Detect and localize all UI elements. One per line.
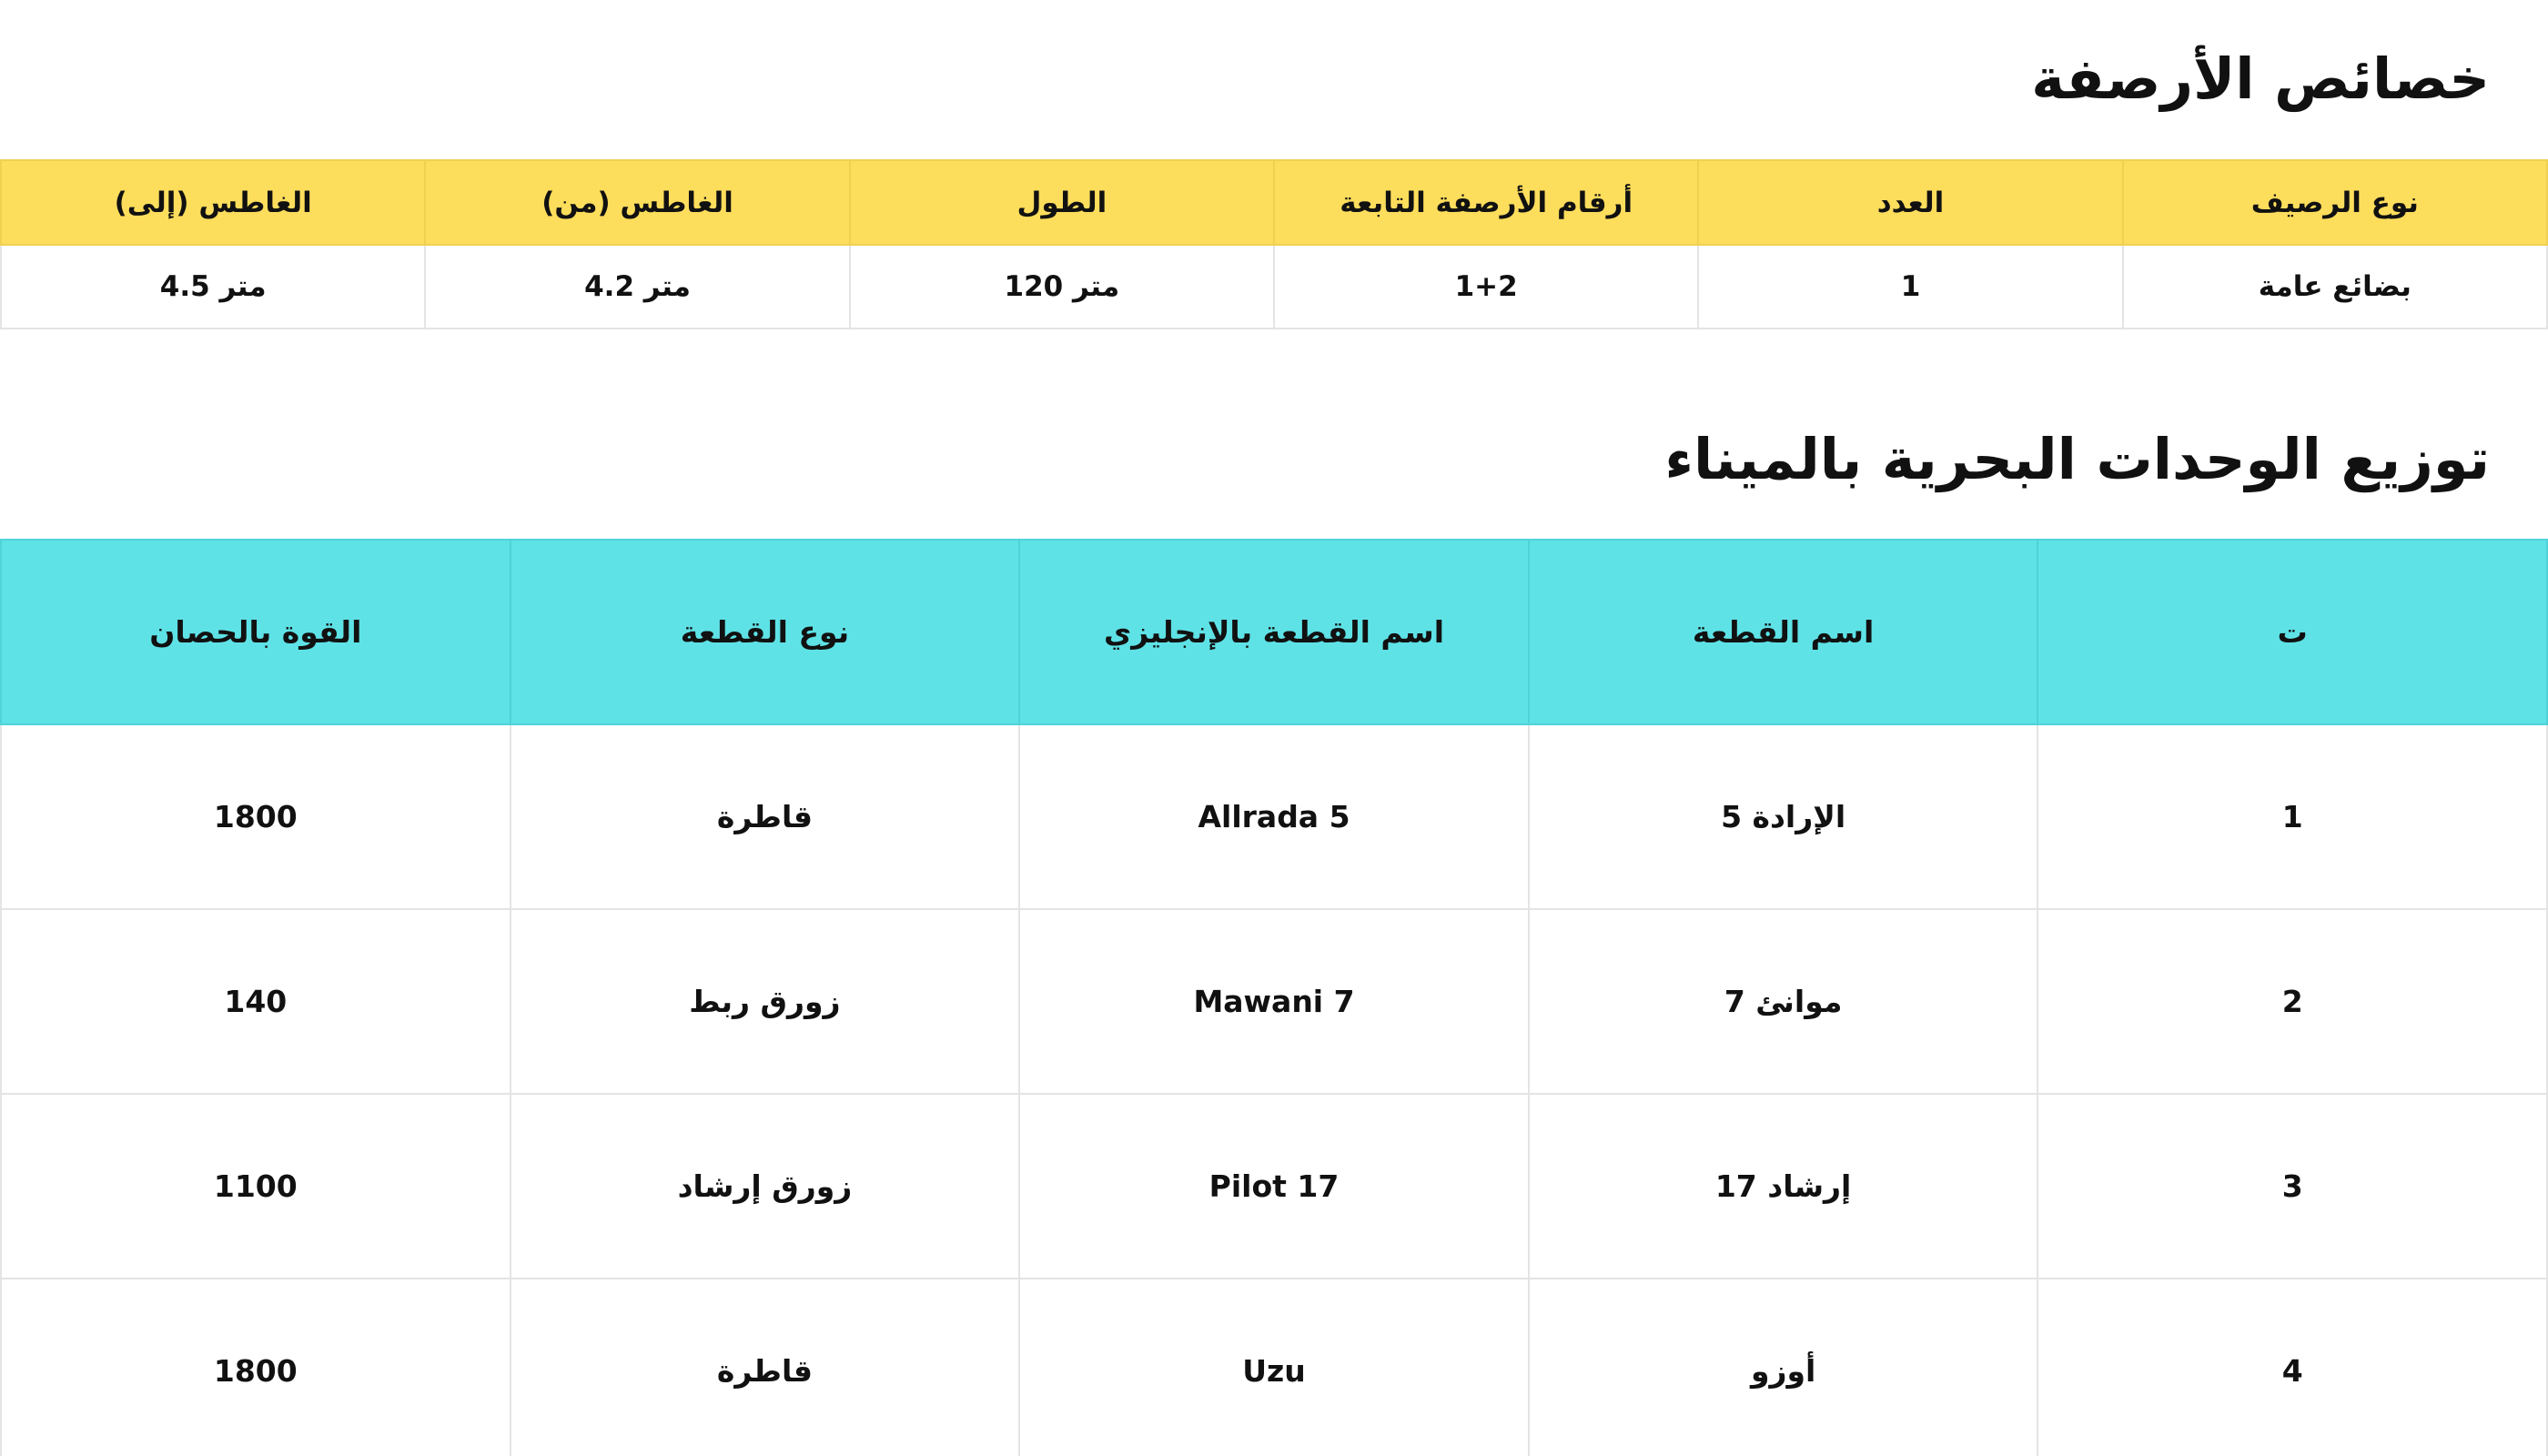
cell-unit-name: إرشاد 17 bbox=[1529, 1094, 2038, 1279]
table-row bbox=[1, 909, 2547, 1094]
cell-unit-type: قاطرة bbox=[511, 724, 1020, 909]
cell-unit-name-english: Uzu bbox=[1019, 1279, 1529, 1456]
cell-horsepower: 1100 bbox=[1, 1094, 511, 1279]
cell-berth-type: بضائع عامة bbox=[2123, 245, 2547, 329]
column-header-length: الطول bbox=[850, 160, 1274, 245]
table-row bbox=[1, 724, 2547, 909]
cell-length: متر 120 bbox=[850, 245, 1274, 329]
cell-serial: 3 bbox=[2037, 1094, 2547, 1279]
table-header-row bbox=[1, 160, 2547, 245]
cell-serial: 1 bbox=[2037, 724, 2547, 909]
cell-unit-type: زورق إرشاد bbox=[511, 1094, 1020, 1279]
table-header-row bbox=[1, 540, 2547, 724]
column-header-draft-to: الغاطس (إلى) bbox=[1, 160, 425, 245]
cell-unit-name: أوزو bbox=[1529, 1279, 2038, 1456]
cell-horsepower: 140 bbox=[1, 909, 511, 1094]
column-header-serial: ت bbox=[2037, 540, 2547, 724]
marine-units-table bbox=[0, 539, 2548, 1456]
column-header-berth-type: نوع الرصيف bbox=[2123, 160, 2547, 245]
column-header-horsepower: القوة بالحصان bbox=[1, 540, 511, 724]
cell-unit-name-english: Allrada 5 bbox=[1019, 724, 1529, 909]
units-section-title: توزيع الوحدات البحرية بالميناء bbox=[1664, 426, 2490, 492]
cell-serial: 4 bbox=[2037, 1279, 2547, 1456]
cell-unit-name-english: Mawani 7 bbox=[1019, 909, 1529, 1094]
cell-horsepower: 1800 bbox=[1, 1279, 511, 1456]
column-header-count: العدد bbox=[1698, 160, 2122, 245]
table-row bbox=[1, 1094, 2547, 1279]
column-header-unit-type: نوع القطعة bbox=[511, 540, 1020, 724]
cell-count: 1 bbox=[1698, 245, 2122, 329]
column-header-draft-from: الغاطس (من) bbox=[425, 160, 849, 245]
berths-table bbox=[0, 159, 2548, 329]
cell-unit-name: الإرادة 5 bbox=[1529, 724, 2038, 909]
cell-draft-to: متر 4.5 bbox=[1, 245, 425, 329]
column-header-berth-numbers: أرقام الأرصفة التابعة bbox=[1274, 160, 1698, 245]
cell-unit-type: قاطرة bbox=[511, 1279, 1020, 1456]
table-row bbox=[1, 1279, 2547, 1456]
cell-horsepower: 1800 bbox=[1, 724, 511, 909]
berths-section-title: خصائص الأرصفة bbox=[2031, 46, 2490, 112]
cell-unit-name-english: Pilot 17 bbox=[1019, 1094, 1529, 1279]
cell-unit-name: موانئ 7 bbox=[1529, 909, 2038, 1094]
column-header-unit-name: اسم القطعة bbox=[1529, 540, 2038, 724]
cell-unit-type: زورق ربط bbox=[511, 909, 1020, 1094]
cell-serial: 2 bbox=[2037, 909, 2547, 1094]
column-header-unit-name-english: اسم القطعة بالإنجليزي bbox=[1019, 540, 1529, 724]
cell-draft-from: متر 4.2 bbox=[425, 245, 849, 329]
table-row bbox=[1, 245, 2547, 329]
cell-berth-numbers: 1+2 bbox=[1274, 245, 1698, 329]
